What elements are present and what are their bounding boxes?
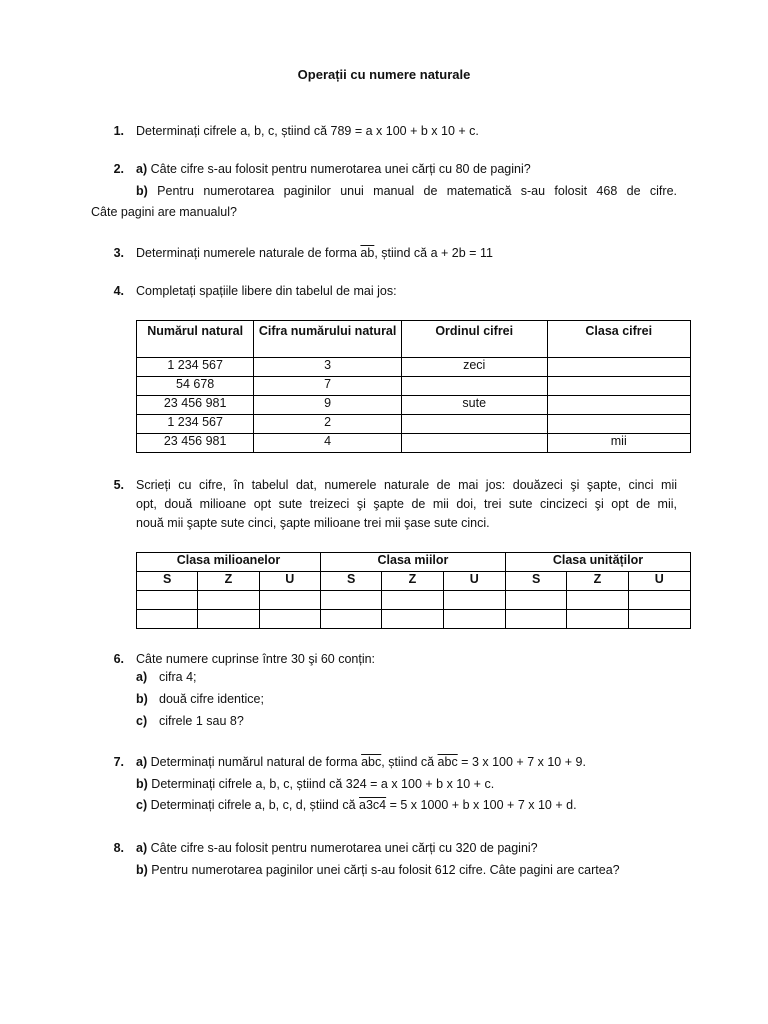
question-6-text: Câte numere cuprinse între 30 şi 60 conțin:	[136, 652, 376, 666]
table-row	[137, 591, 691, 610]
question-6-item-text: două cifre identice;	[159, 692, 264, 706]
question-1-number: 1.	[113, 124, 124, 138]
question-7a-pre: Determinați numărul natural de forma	[147, 755, 362, 769]
table-cell: zeci	[401, 358, 547, 377]
table-cell	[547, 396, 691, 415]
table-cell	[567, 610, 628, 629]
table-cell	[567, 591, 628, 610]
class-header-thousands: Clasa miilor	[320, 553, 505, 572]
class-header-units: Clasa unităților	[505, 553, 690, 572]
question-7c-post: = 5 x 1000 + b x 100 + 7 x 10 + d.	[386, 798, 577, 812]
table-cell	[443, 610, 505, 629]
question-7c-label: c)	[136, 798, 148, 812]
order-header: S	[320, 572, 381, 591]
question-5-number: 5.	[113, 478, 124, 492]
table-cell	[382, 591, 443, 610]
question-6-item-label: c)	[136, 714, 148, 728]
question-2b-label: b)	[136, 184, 148, 198]
table-row	[137, 415, 691, 434]
page-title: Operații cu numere naturale	[297, 67, 471, 82]
question-2a-label: a)	[136, 162, 148, 176]
question-2a-text: Câte cifre s-au folosit pentru numerotarea unei cărți cu 80 de pagini?	[147, 162, 531, 176]
question-3-post: , știind că a + 2b = 11	[374, 246, 493, 260]
class-header-millions: Clasa milioanelor	[137, 553, 321, 572]
table-cell	[137, 610, 198, 629]
question-3-pre: Determinați numerele naturale de forma	[136, 246, 361, 260]
table-cell	[547, 358, 691, 377]
order-header: Z	[567, 572, 628, 591]
table-cell: mii	[547, 434, 691, 453]
question-5-line-3: nouă mii şapte sute cinci, şapte milioane trei mii şase sute cinci.	[136, 516, 490, 530]
table-cell: 1 234 567	[137, 358, 254, 377]
digits-table-header: Numărul natural	[137, 321, 254, 358]
question-2-number: 2.	[113, 162, 124, 176]
table-cell	[198, 610, 259, 629]
table-cell	[505, 610, 566, 629]
table-row	[137, 610, 691, 629]
question-5-line-2: opt, două milioane opt sute treizeci şi şapte de mii doi, trei sute cincizeci şi opt de mii,	[136, 497, 677, 511]
table-cell: 9	[254, 396, 402, 415]
table-cell: 2	[254, 415, 402, 434]
question-6-number: 6.	[113, 652, 124, 666]
digits-table	[136, 320, 691, 453]
table-cell: 23 456 981	[137, 434, 254, 453]
question-8b-text: Pentru numerotarea paginilor unei cărți s-au folosit 612 cifre. Câte pagini are cartea?	[147, 863, 620, 877]
question-7b	[136, 777, 494, 791]
classes-table	[136, 552, 691, 629]
question-2a	[136, 162, 531, 176]
table-cell	[401, 377, 547, 396]
question-3-number: 3.	[113, 246, 124, 260]
order-header: S	[137, 572, 198, 591]
question-8b-label: b)	[136, 863, 148, 877]
table-cell	[382, 610, 443, 629]
question-7c-overline-a3c4: a3c4	[359, 798, 387, 812]
digits-table-header: Ordinul cifrei	[401, 321, 547, 358]
question-7a-mid: , știind că	[381, 755, 438, 769]
table-cell	[547, 415, 691, 434]
table-row	[137, 377, 691, 396]
table-cell: 23 456 981	[137, 396, 254, 415]
table-cell	[137, 591, 198, 610]
question-7-number: 7.	[113, 755, 124, 769]
question-1-text: Determinați cifrele a, b, c, știind că 789 = a x 100 + b x 10 + c.	[136, 124, 479, 138]
question-7a-overline-abc-2: $\overline{abc}$	[437, 755, 458, 769]
digits-table-header: Clasa cifrei	[547, 321, 691, 358]
question-5-line-1: Scrieți cu cifre, în tabelul dat, numerele naturale de mai jos: douăzeci şi şapte, cinci mii	[136, 478, 677, 492]
table-cell	[320, 591, 381, 610]
question-8b	[136, 863, 620, 877]
question-7a	[136, 755, 586, 769]
table-cell	[259, 591, 320, 610]
table-cell	[505, 591, 566, 610]
question-8-number: 8.	[113, 841, 124, 855]
table-cell	[628, 610, 690, 629]
table-cell	[320, 610, 381, 629]
question-7a-overline-abc: $\overline{abc}$	[361, 755, 382, 769]
question-6-item-label: a)	[136, 670, 148, 684]
question-8a	[136, 841, 538, 855]
order-header: U	[443, 572, 505, 591]
table-row	[137, 396, 691, 415]
question-2b-continuation: Câte pagini are manualul?	[91, 205, 237, 219]
question-6-item-label: b)	[136, 692, 148, 706]
question-7c-pre: Determinați cifrele a, b, c, d, știind că	[147, 798, 360, 812]
question-4-number: 4.	[113, 284, 124, 298]
table-row	[137, 434, 691, 453]
question-3-overline-ab: $\overline{ab}$	[360, 246, 375, 260]
question-7a-post: = 3 x 100 + 7 x 10 + 9.	[457, 755, 586, 769]
table-row	[137, 358, 691, 377]
question-7b-label: b)	[136, 777, 148, 791]
question-2b-text: Pentru numerotarea paginilor unui manual de matematică s-au folosit 468 de cifre.	[147, 184, 677, 198]
question-4-text: Completați spațiile libere din tabelul de mai jos:	[136, 284, 397, 298]
question-7c	[136, 798, 577, 812]
table-cell	[547, 377, 691, 396]
table-cell: 7	[254, 377, 402, 396]
question-6-item-text: cifrele 1 sau 8?	[159, 714, 244, 728]
table-cell: 1 234 567	[137, 415, 254, 434]
question-8a-label: a)	[136, 841, 148, 855]
table-cell	[198, 591, 259, 610]
question-7a-label: a)	[136, 755, 148, 769]
table-cell	[443, 591, 505, 610]
table-cell	[259, 610, 320, 629]
table-cell: 3	[254, 358, 402, 377]
table-cell: sute	[401, 396, 547, 415]
order-header: U	[628, 572, 690, 591]
order-header: Z	[382, 572, 443, 591]
question-2b	[136, 184, 677, 198]
table-cell	[401, 415, 547, 434]
order-header: Z	[198, 572, 259, 591]
digits-table-header: Cifra numărului natural	[254, 321, 402, 358]
question-6-item-text: cifra 4;	[159, 670, 197, 684]
table-cell	[628, 591, 690, 610]
order-header: S	[505, 572, 566, 591]
question-8a-text: Câte cifre s-au folosit pentru numerotarea unei cărți cu 320 de pagini?	[147, 841, 538, 855]
table-cell: 54 678	[137, 377, 254, 396]
question-3-text	[136, 246, 493, 260]
table-cell: 4	[254, 434, 402, 453]
order-header: U	[259, 572, 320, 591]
question-7b-text: Determinați cifrele a, b, c, știind că 324 = a x 100 + b x 10 + c.	[147, 777, 495, 791]
table-cell	[401, 434, 547, 453]
